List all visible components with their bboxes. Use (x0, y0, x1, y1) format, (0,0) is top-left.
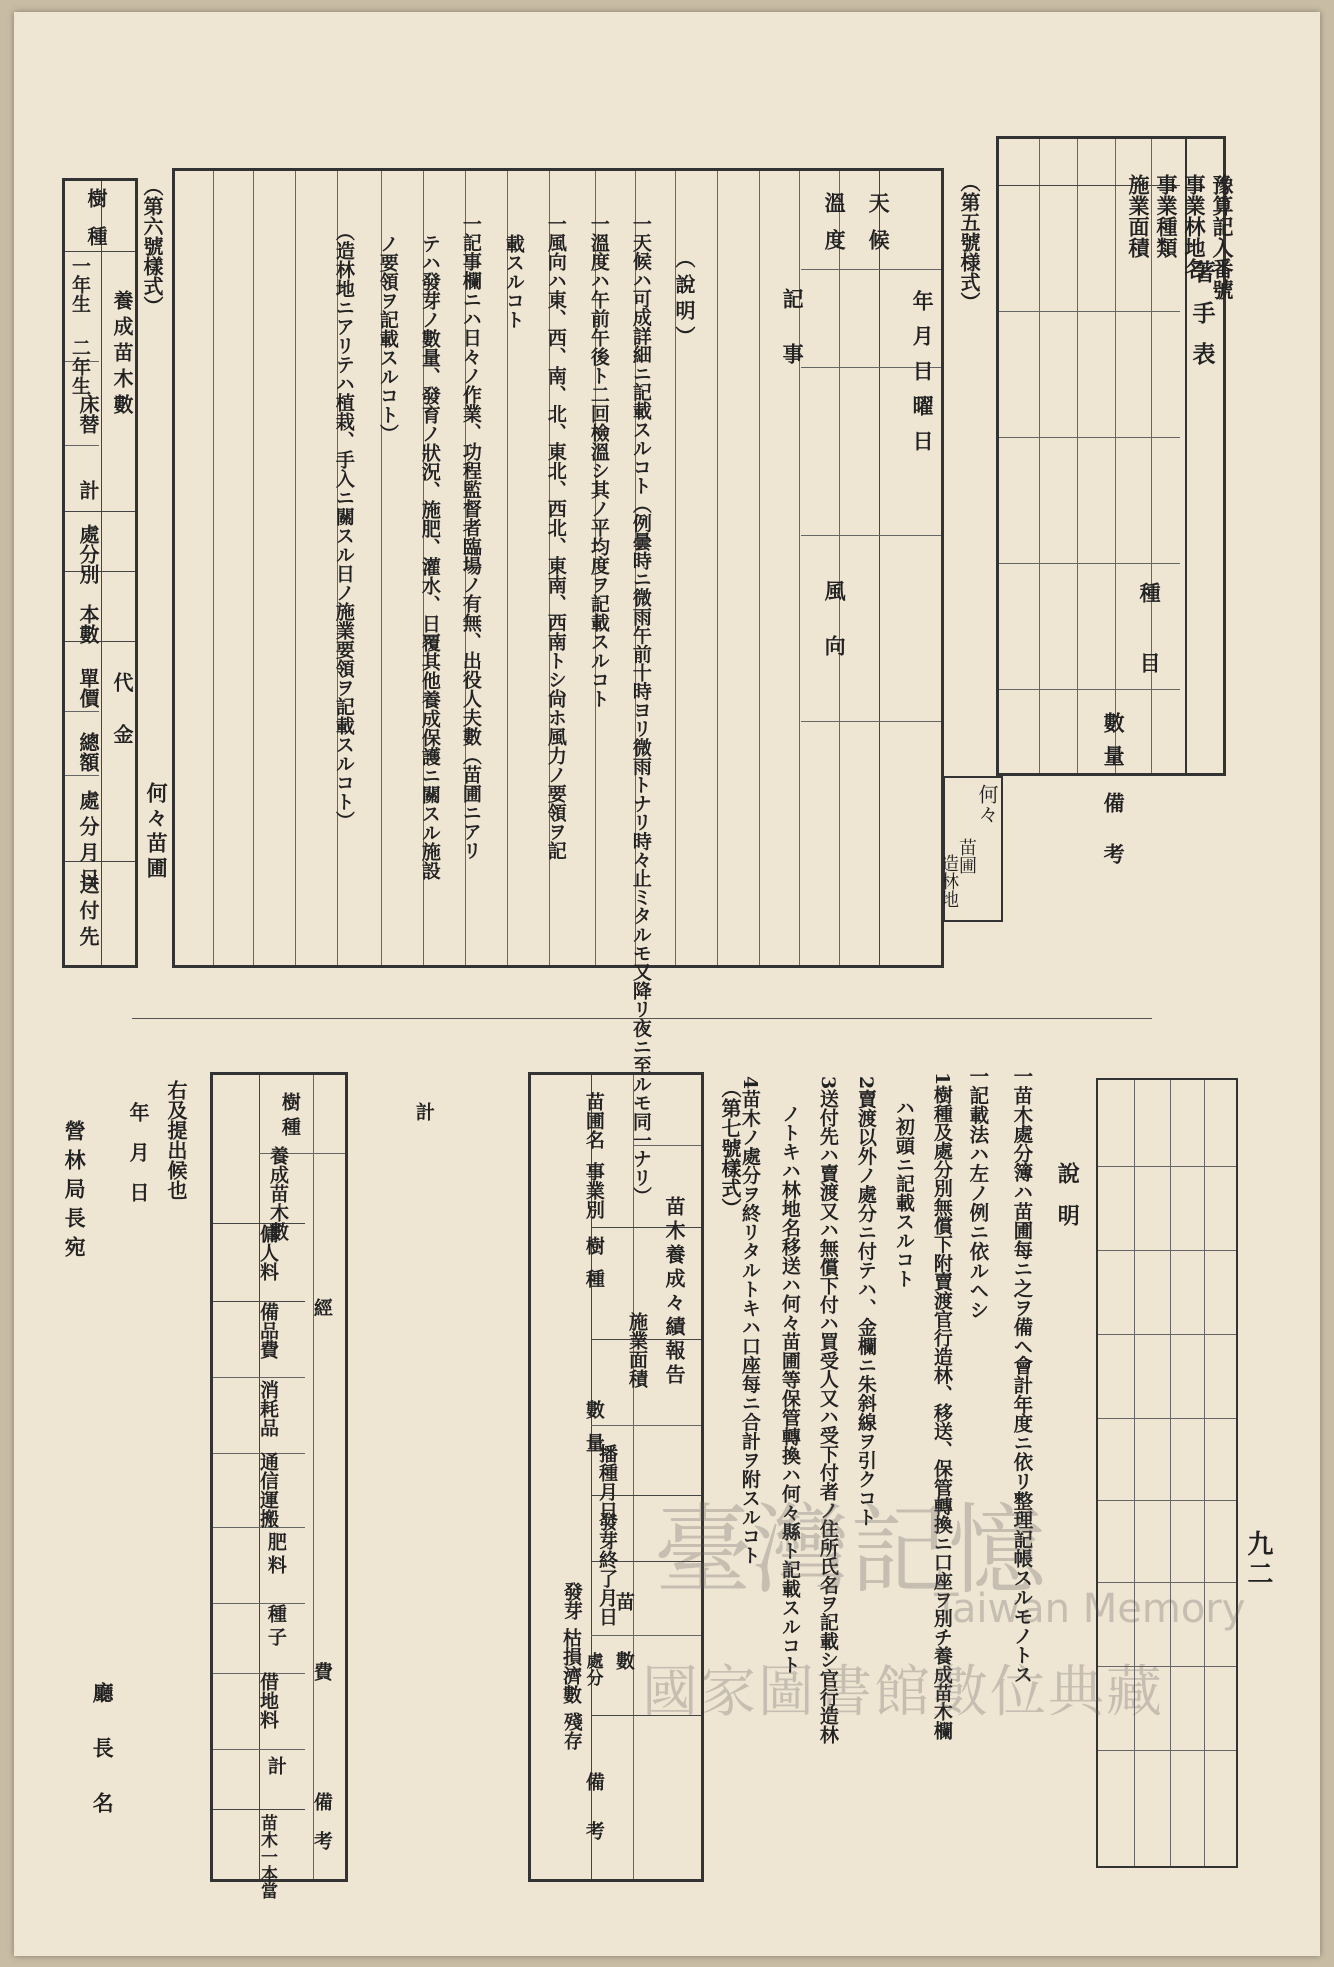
form5-temp-label: 溫度 (822, 192, 848, 266)
submission-closing: 右及提出候也 (164, 1080, 188, 1200)
form5-remarks-header: 備考 (1101, 792, 1127, 894)
form5-wind-label: 風向 (822, 580, 848, 690)
form6-h-destination: 送付先 (76, 874, 100, 952)
form5-table-headers (1124, 174, 1236, 774)
form6-h-raised: 養成苗木數 (110, 290, 134, 420)
form7b-consumables: 消耗品 (257, 1380, 279, 1437)
form7b-fertilizer: 肥料 (264, 1532, 287, 1578)
form5-expl-4c: ノ要領ヲ記載スルコト） (376, 234, 399, 443)
form6-label: （第六號樣式） (140, 176, 164, 316)
form6-h-count: 本數 (76, 604, 100, 644)
expl-sub1a: 1樹種及處分別無償下附賣渡官行造林、移送、保管轉換ニ口座ヲ別チ養成苗木欄 (930, 1072, 953, 1740)
expl-sub4: 4苗木ノ處分ヲ終リタルトキハ口座每ニ合計ヲ附スルコト (738, 1076, 761, 1565)
form5-top-title: 著手表 (1188, 260, 1216, 383)
watermark-chinese: 臺灣記憶 (654, 1494, 1047, 1608)
form7-row-nursery: 苗圃名 (582, 1092, 605, 1149)
stamp-what: 何々 (975, 784, 999, 824)
form7b-land: 借地料 (257, 1672, 279, 1729)
form6-h-price: 代金 (110, 672, 134, 776)
form7b-labor: 傭人料 (257, 1224, 279, 1281)
form7-label: （第七號樣式） (718, 1078, 742, 1218)
form6-h-species: 樹種 (84, 188, 108, 264)
header-area: 施業面積 (1126, 174, 1151, 258)
form7b-per-one: 苗木一本當 (257, 1814, 277, 1899)
expl-sub2: 2賣渡以外ノ處分ニ付テハ、金欄ニ朱斜線ヲ引クコト (854, 1076, 877, 1527)
form5-expl-title: （說明） (672, 248, 696, 352)
form7-quantity: 數量 (582, 1400, 605, 1466)
form7-disposed: 處分 (582, 1652, 603, 1686)
header-project-type: 事業種類 (1154, 174, 1179, 258)
stamp-nursery: 苗圃 (956, 838, 977, 874)
submission-sender: 廳長名 (90, 1682, 116, 1847)
form7b-raised: 養成苗木數 (267, 1146, 289, 1241)
header-budget-number: 豫算記入番號 (1210, 174, 1235, 300)
form7-remarks: 備考 (582, 1772, 605, 1870)
form5-expl-3b: 載スルコト (502, 234, 525, 329)
form7b-transport: 通信運搬 (257, 1452, 279, 1528)
form6-h-total-amount: 總額 (76, 732, 100, 772)
form5-note-label: 記事 (780, 288, 806, 398)
form5-expl-4b: テハ發芽ノ數量、發育ノ狀況、施肥、灌水、日覆其他養成保護ニ關スル施設 (418, 234, 441, 880)
form7-seedlings: 苗數 (612, 1592, 635, 1710)
form6-nursery: 何々苗圃 (144, 782, 170, 882)
form7b-subtotal: 計 (264, 1756, 287, 1775)
form6-h-total: 計 (76, 480, 100, 500)
form5-date-label: 年月日曜日 (910, 290, 936, 465)
form5-expl-4a: 一記事欄ニハ日々ノ作業、功程監督者臨場ノ有無、出役人夫數（苗圃ニアリ (459, 214, 482, 860)
form5-label: （第五號様式） (957, 172, 981, 312)
form7-remaining: 殘存 (560, 1712, 583, 1750)
form6-h-disposal-date: 處分月日 (76, 790, 100, 894)
form5-nursery-stamp (938, 776, 1003, 922)
form5-expl-3a: 一風向ハ東、西、南、北、東北、西北、東南、西南トシ尙ホ風力ノ要領ヲ記 (544, 214, 567, 860)
stamp-forest: 造林地 (938, 854, 959, 908)
form6-h-year2: 二年生 (69, 338, 91, 395)
form5-expl-5: （造林地ニアリテハ植栽、手入ニ關スル日ノ施業要領ヲ記載スルコト） (332, 222, 355, 830)
form5-item-header: 目 (1137, 652, 1163, 673)
form7-total: 計 (412, 1102, 435, 1121)
form7-species: 樹種 (582, 1236, 605, 1302)
form7b-equipment: 備品費 (257, 1302, 279, 1359)
form7-title: 苗木養成々績報告 (662, 1196, 686, 1388)
form5-quantity-header: 數量 (1101, 712, 1127, 778)
section-divider (132, 1018, 1152, 1019)
form6-h-disposal: 處分別 (76, 524, 100, 584)
form7b-seed: 種子 (264, 1604, 287, 1650)
expl-title: 說明 (1054, 1162, 1081, 1246)
form6-h-transplant: 床替 (76, 394, 100, 434)
form6-h-unit-price: 單價 (76, 668, 100, 708)
form5-expl-2: 一溫度ハ午前午後ト二回檢溫シ其ノ平均度ヲ記載スルコト (587, 214, 610, 708)
document-page (14, 12, 1320, 1956)
bottom-right-table (1096, 1078, 1238, 1868)
page-number: 九二 (1242, 1530, 1273, 1590)
expl-sub3a: 3送付先ハ賣渡又ハ無償下付ハ買受人又ハ受下付者ノ住所氏名ヲ記載シ官行造林 (816, 1076, 839, 1744)
form7b-species: 樹種 (278, 1092, 301, 1142)
form7-row-project: 事業別 (582, 1162, 605, 1219)
form6-h-year1: 一年生 (69, 256, 91, 313)
form7-sow-date: 播種月日 (596, 1444, 618, 1520)
form5-expl-1: 一天候ハ可成詳細ニ記載スルコト（例曇時ニ微雨午前十時ヨリ微雨トナリ時々止ミタルモ又降リ夜ニ至ルモ同一ナリ） (629, 214, 652, 1206)
form7-area: 施業面積 (626, 1312, 648, 1388)
form7-germ-date: 發芽終了月日 (596, 1512, 618, 1626)
form7-dead: 枯損濟數 (560, 1628, 582, 1704)
submission-date: 年月日 (126, 1102, 150, 1222)
expl-item1: 一苗木處分簿ハ苗圃每ニ之ヲ備ヘ會計年度ニ依リ整理記帳スルモノトス (1010, 1066, 1034, 1684)
form7b-remarks: 備考 (310, 1792, 333, 1870)
watermark-english: Taiwan Memory (934, 1586, 1246, 1632)
form5-weather-label: 天候 (866, 192, 892, 266)
header-forest-name: 事業林地名 (1182, 174, 1207, 279)
form5-species-header: 種 (1137, 582, 1163, 603)
form7-germ: 發芽 (560, 1582, 583, 1620)
submission-addressee: 營林局長宛 (62, 1120, 88, 1265)
watermark-library: 國家圖書館數位典藏 (642, 1660, 1164, 1725)
expl-sub1b: ハ初頭ニ記載スルコト (892, 1098, 915, 1288)
expl-sub3b: ノトキハ林地名移送ハ何々苗圃等保管轉換ハ何々縣ト記載スルコト (778, 1104, 801, 1674)
form7b-expense2: 費 (310, 1662, 333, 1681)
form7b-expense: 經 (310, 1298, 333, 1317)
expl-item2: 一記載法ハ左ノ例ニ依ルヘシ (966, 1066, 990, 1320)
